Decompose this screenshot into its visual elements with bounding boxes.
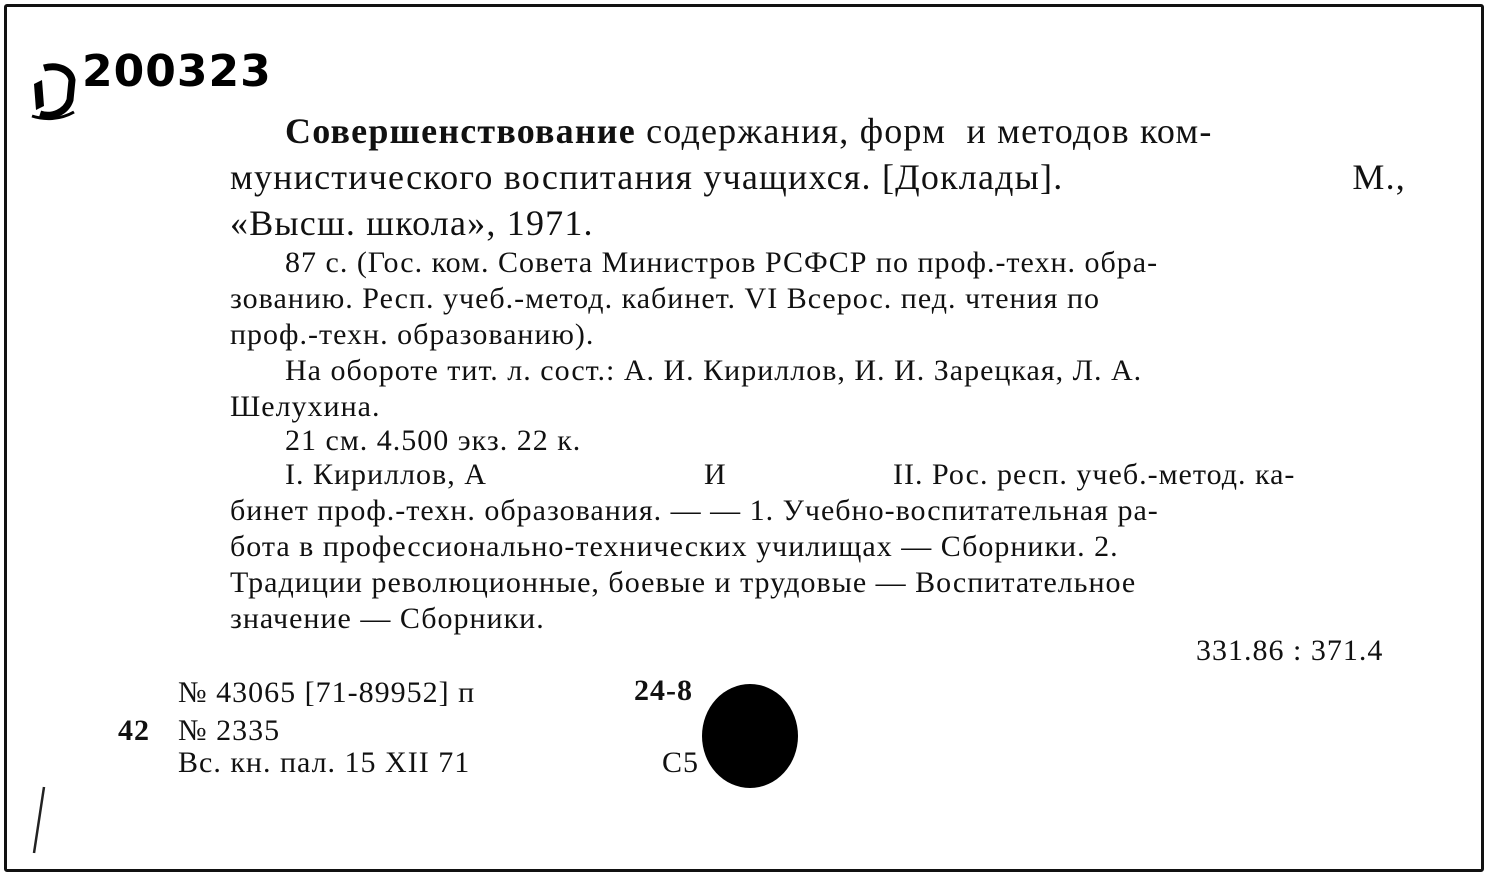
number-line: № 2335 (178, 714, 281, 747)
title-line-1 (285, 110, 1213, 152)
compilers-line-2: Шелухина. (230, 390, 381, 423)
tracing-line-1-mid: И (704, 458, 727, 491)
side-number: 42 (118, 714, 150, 747)
inventory-number: 200323 (82, 46, 272, 97)
library-stamp-icon (30, 60, 88, 122)
series-line-3: проф.-техн. образованию). (230, 318, 595, 351)
title-line-1-rest: содержания, форм и методов ком- (635, 111, 1213, 151)
date-line: Вс. кн. пал. 15 XII 71 (178, 746, 471, 779)
tracing-line-1-left: I. Кириллов, А (285, 458, 487, 491)
pencil-mark-icon (28, 785, 48, 855)
punch-hole (702, 684, 798, 788)
title-line-3: «Высш. школа», 1971. (230, 203, 594, 243)
date-code: С5 (662, 746, 700, 779)
format-line: 21 см. 4.500 экз. 22 к. (285, 424, 582, 457)
title-line-2 (230, 156, 1406, 198)
title-heading-word: Совершенствование (285, 111, 636, 151)
series-line-2: зованию. Респ. учеб.-метод. кабинет. VI Всерос. пед. чтения по (230, 282, 1100, 315)
order-line: № 43065 [71-89952] п (178, 676, 476, 709)
title-line-2-right: М., (1352, 157, 1406, 197)
order-code: 24-8 (634, 674, 693, 707)
series-line-1: 87 с. (Гос. ком. Совета Министров РСФСР по проф.-техн. обра- (285, 246, 1159, 279)
compilers-line-1: На обороте тит. л. сост.: А. И. Кириллов, И. И. Зарецкая, Л. А. (285, 354, 1143, 387)
tracing-line-5: значение — Сборники. (230, 602, 545, 635)
title-line-2-left: мунистического воспитания учащихся. [Доклады]. (230, 157, 1064, 197)
tracing-line-1-right: II. Рос. респ. учеб.-метод. ка- (893, 458, 1296, 491)
classification-number: 331.86 : 371.4 (1196, 634, 1384, 667)
tracing-line-4: Традиции революционные, боевые и трудовые — Воспитательное (230, 566, 1137, 599)
tracing-line-2: бинет проф.-техн. образования. — — 1. Учебно-воспитательная ра- (230, 494, 1159, 527)
tracing-line-3: бота в профессионально-технических училищах — Сборники. 2. (230, 530, 1119, 563)
